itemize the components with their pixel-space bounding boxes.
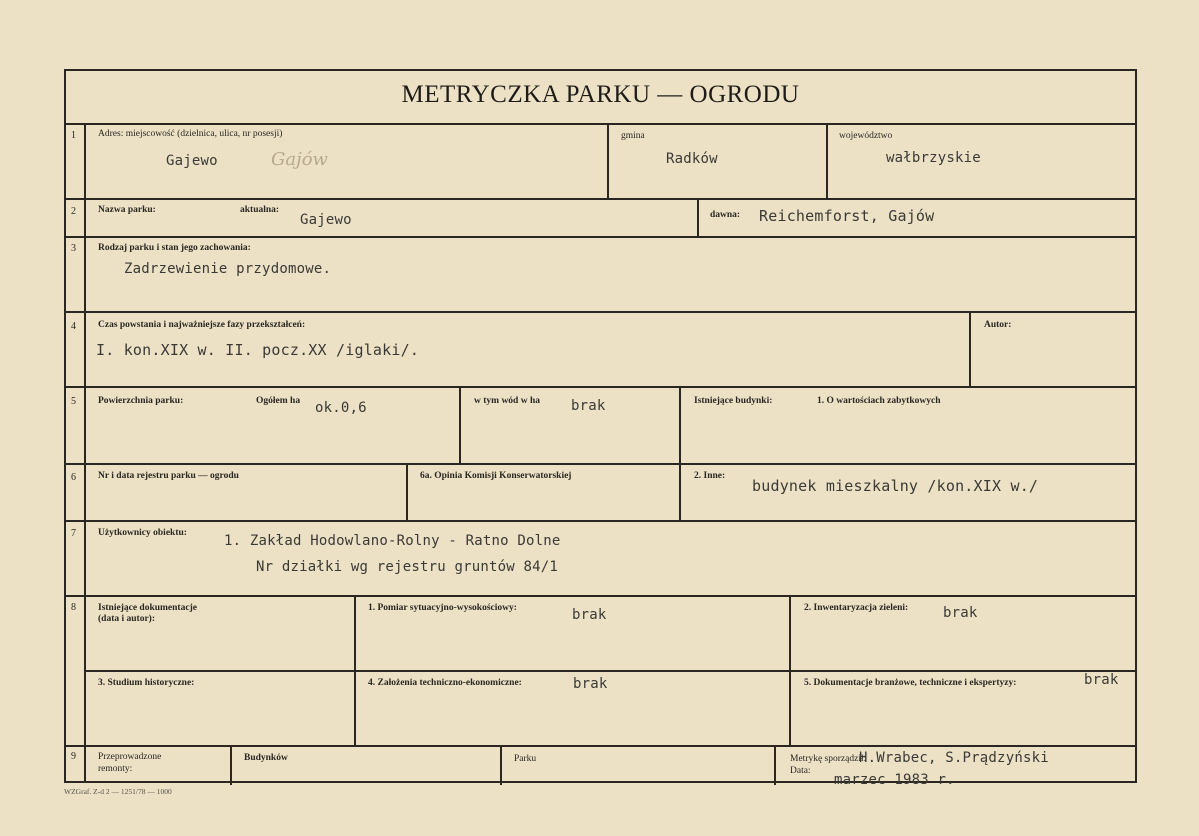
origin-label: Czas powstania i najważniejsze fazy przekształceń:: [98, 320, 306, 330]
address-handwritten: Gajów: [271, 149, 328, 170]
documentation-label-2: (data i autor):: [98, 614, 155, 624]
water-area-value: brak: [571, 398, 606, 414]
row-divider: [66, 236, 1137, 238]
survey-label: 1. Pomiar sytuacyjno-wysokościowy:: [368, 603, 517, 613]
greenery-inventory-value: brak: [943, 605, 978, 621]
row-divider: [84, 670, 1137, 672]
row-number: 3: [71, 243, 76, 254]
cell-divider: [679, 386, 681, 520]
register-label: Nr i data rejestru parku — ogrodu: [98, 471, 239, 481]
branch-docs-value: brak: [1084, 672, 1119, 688]
row-number: 9: [71, 751, 76, 762]
date-label: Data:: [790, 766, 811, 776]
row-number: 4: [71, 321, 76, 332]
documentation-label: Istniejące dokumentacje: [98, 603, 197, 613]
current-name-label: aktualna:: [240, 205, 280, 215]
greenery-inventory-label: 2. Inwentaryzacja zieleni:: [804, 603, 909, 613]
gmina-value: Radków: [666, 151, 718, 167]
existing-buildings-label: Istniejące budynki:: [694, 396, 773, 406]
print-footer: WZGraf. Z-d 2 — 1251/78 — 1000: [64, 787, 172, 796]
author-label: Autor:: [984, 320, 1012, 330]
total-area-value: ok.0,6: [315, 400, 367, 416]
other-buildings-value: budynek mieszkalny /kon.XIX w./: [752, 477, 1039, 495]
total-area-label: Ogółem ha: [256, 396, 301, 406]
row-divider: [66, 463, 1137, 465]
row-divider: [66, 595, 1137, 597]
park-repairs-label: Parku: [514, 754, 537, 764]
former-name-value: Reichemforst, Gajów: [759, 207, 935, 225]
cell-divider: [774, 745, 776, 785]
date-value: marzec 1983 r.: [834, 772, 955, 788]
park-name-label: Nazwa parku:: [98, 205, 156, 215]
cell-divider: [826, 123, 828, 198]
row-number: 6: [71, 472, 76, 483]
row-number: 5: [71, 396, 76, 407]
row-divider: [66, 520, 1137, 522]
former-name-label: dawna:: [710, 210, 741, 220]
address-label: Adres: miejscowość (dzielnica, ulica, nr posesji): [98, 129, 283, 139]
repairs-label: Przeprowadzone: [98, 752, 162, 762]
row-number: 8: [71, 602, 76, 613]
row-number: 7: [71, 528, 76, 539]
row-divider: [66, 198, 1137, 200]
prepared-by-value: H.Wrabec, S.Prądzyński: [859, 750, 1049, 766]
park-type-value: Zadrzewienie przydomowe.: [124, 261, 332, 277]
address-value: Gajewo: [166, 153, 218, 169]
voivodeship-label: województwo: [839, 131, 893, 141]
row-divider: [66, 311, 1137, 313]
cell-divider: [230, 745, 232, 785]
users-line-2: Nr działki wg rejestru gruntów 84/1: [256, 559, 559, 575]
cell-divider: [697, 198, 699, 236]
cell-divider: [406, 463, 408, 520]
area-label: Powierzchnia parku:: [98, 396, 184, 406]
survey-value: brak: [572, 607, 607, 623]
tech-econ-label: 4. Założenia techniczno-ekonomiczne:: [368, 678, 522, 688]
voivodeship-value: wałbrzyskie: [886, 150, 981, 166]
cell-divider: [607, 123, 609, 198]
heritage-buildings-label: 1. O wartościach zabytkowych: [817, 396, 941, 406]
users-label: Użytkownicy obiektu:: [98, 528, 187, 538]
cell-divider: [789, 595, 791, 745]
row-number: 2: [71, 206, 76, 217]
cell-divider: [969, 311, 971, 386]
users-line-1: 1. Zakład Hodowlano-Rolny - Ratno Dolne: [224, 533, 561, 549]
park-type-label: Rodzaj parku i stan jego zachowania:: [98, 243, 251, 253]
form-card: [64, 69, 1137, 788]
cell-divider: [354, 595, 356, 745]
tech-econ-value: brak: [573, 676, 608, 692]
row-number: 1: [71, 130, 76, 141]
historical-study-label: 3. Studium historyczne:: [98, 678, 195, 688]
form-title: METRYCZKA PARKU — OGRODU: [401, 81, 800, 108]
other-buildings-label: 2. Inne:: [694, 471, 726, 481]
branch-docs-label: 5. Dokumentacje branżowe, techniczne i ekspertyzy:: [804, 678, 1017, 688]
gmina-label: gmina: [621, 131, 645, 141]
repairs-label-2: remonty:: [98, 764, 133, 774]
cell-divider: [500, 745, 502, 785]
buildings-repairs-label: Budynków: [244, 753, 288, 763]
row-divider: [66, 123, 1137, 125]
origin-value: I. kon.XIX w. II. pocz.XX /iglaki/.: [96, 341, 420, 359]
opinion-label: 6a. Opinia Komisji Konserwatorskiej: [420, 471, 572, 481]
row-divider: [66, 745, 1137, 747]
prepared-by-label: Metrykę sporządził:: [790, 754, 867, 764]
current-name-value: Gajewo: [300, 212, 352, 228]
water-area-label: w tym wód w ha: [474, 396, 540, 406]
cell-divider: [459, 386, 461, 463]
number-column-divider: [84, 123, 86, 783]
row-divider: [66, 386, 1137, 388]
